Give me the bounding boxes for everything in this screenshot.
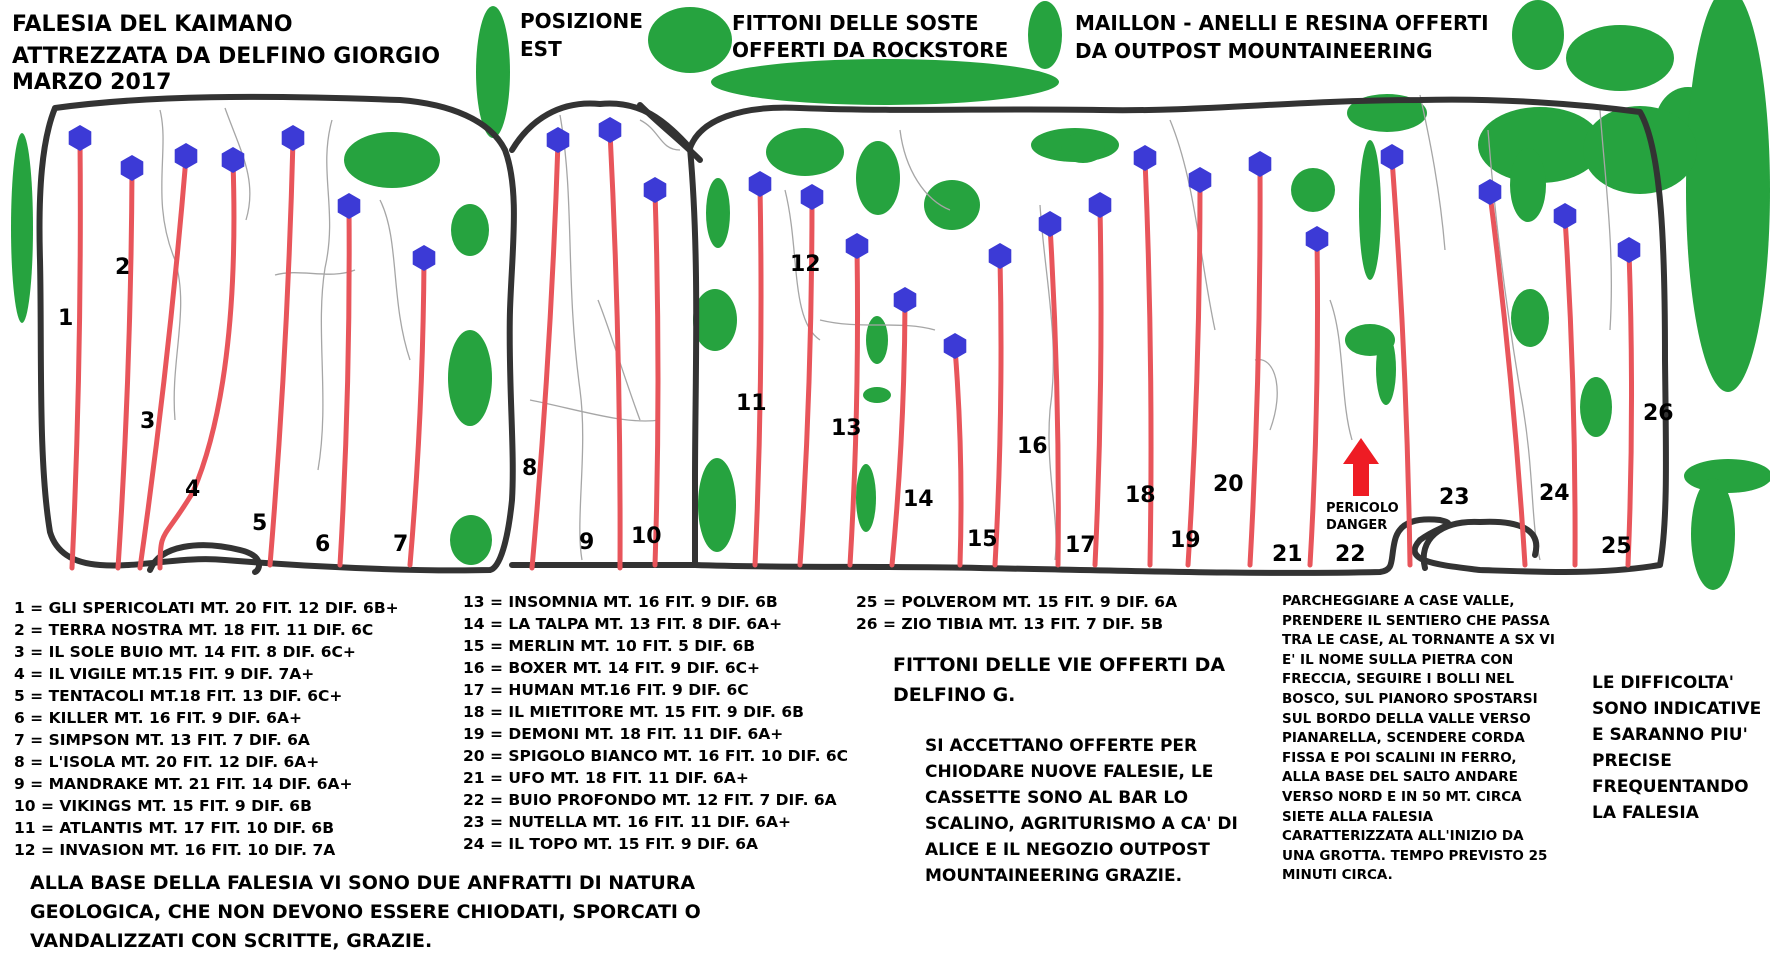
- route-entry-10: 22 = BUIO PROFONDO MT. 12 FIT. 7 DIF. 6A: [463, 791, 837, 809]
- route-26-line: [1628, 252, 1632, 565]
- route-label-21: 21: [1272, 542, 1303, 567]
- route-12-anchor-icon: [801, 184, 824, 210]
- donations-line-5: ALICE E IL NEGOZIO OUTPOST: [925, 840, 1210, 860]
- route-3-anchor-icon: [175, 143, 198, 169]
- route-14-line: [892, 302, 905, 565]
- route-entry-9: 9 = MANDRAKE MT. 21 FIT. 14 DIF. 6A+: [14, 775, 353, 793]
- position-line-1: POSIZIONE: [520, 9, 643, 33]
- route-9-line: [610, 132, 620, 568]
- danger-label-1: PERICOLO: [1326, 501, 1399, 516]
- route-15-anchor-icon: [944, 333, 967, 359]
- route-label-13: 13: [831, 416, 862, 441]
- route-14-anchor-icon: [894, 287, 917, 313]
- difficulty-line-6: LA FALESIA: [1592, 803, 1699, 823]
- route-label-6: 6: [315, 532, 331, 557]
- route-label-17: 17: [1065, 533, 1096, 558]
- route-24-line: [1490, 194, 1525, 565]
- route-entry-11: 23 = NUTELLA MT. 16 FIT. 11 DIF. 6A+: [463, 813, 791, 831]
- route-25-line: [1565, 218, 1575, 565]
- route-entry-1: 25 = POLVEROM MT. 15 FIT. 9 DIF. 6A: [856, 593, 1178, 611]
- bush: [866, 316, 888, 364]
- approach-line-12: SIETE ALLA FALESIA: [1282, 808, 1434, 825]
- route-11-line: [755, 186, 761, 565]
- route-11-anchor-icon: [749, 171, 772, 197]
- bush: [1359, 140, 1381, 280]
- bush: [450, 515, 492, 565]
- caves-warning-line-3: VANDALIZZATI CON SCRITTE, GRAZIE.: [30, 930, 433, 952]
- caves-warning-line-2: GEOLOGICA, CHE NON DEVONO ESSERE CHIODATI, SPORCATI O: [30, 901, 701, 923]
- donations-line-3: CASSETTE SONO AL BAR LO: [925, 788, 1189, 808]
- bush: [451, 204, 489, 256]
- bush: [1028, 1, 1062, 69]
- route-entry-3: 3 = IL SOLE BUIO MT. 14 FIT. 8 DIF. 6C+: [14, 643, 356, 661]
- route-label-12: 12: [790, 252, 821, 277]
- route-label-24: 24: [1539, 481, 1570, 506]
- route-3-line: [140, 158, 186, 568]
- bush: [1691, 478, 1735, 590]
- approach-line-13: CARATTERIZZATA ALL'INIZIO DA: [1282, 828, 1524, 845]
- fittoni-soste-line-2: OFFERTI DA ROCKSTORE: [732, 38, 1009, 62]
- approach-line-3: TRA LE CASE, AL TORNANTE A SX VI: [1282, 632, 1555, 649]
- route-6-anchor-icon: [338, 193, 361, 219]
- difficulty-note: [1592, 670, 1761, 826]
- approach-line-1: PARCHEGGIARE A CASE VALLE,: [1282, 593, 1515, 609]
- route-18-line: [1095, 207, 1101, 565]
- donations-line-4: SCALINO, AGRITURISMO A CA' DI: [925, 814, 1238, 834]
- route-entry-12: 12 = INVASION MT. 16 FIT. 10 DIF. 7A: [14, 841, 336, 859]
- route-entry-5: 17 = HUMAN MT.16 FIT. 9 DIF. 6C: [463, 681, 749, 699]
- route-entry-3: 15 = MERLIN MT. 10 FIT. 5 DIF. 6B: [463, 637, 756, 655]
- approach-line-15: MINUTI CIRCA.: [1282, 867, 1393, 884]
- route-label-14: 14: [903, 487, 934, 512]
- route-label-25: 25: [1601, 534, 1632, 559]
- route-entry-8: 20 = SPIGOLO BIANCO MT. 16 FIT. 10 DIF. 6C: [463, 747, 849, 765]
- bush: [476, 6, 510, 138]
- route-entry-7: 19 = DEMONI MT. 18 FIT. 11 DIF. 6A+: [463, 725, 784, 743]
- approach-line-14: UNA GROTTA. TEMPO PREVISTO 25: [1282, 847, 1548, 864]
- route-2-line: [118, 170, 132, 568]
- bush: [1291, 168, 1335, 212]
- difficulty-line-2: SONO INDICATIVE: [1592, 699, 1762, 719]
- route-entry-6: 6 = KILLER MT. 16 FIT. 9 DIF. 6A+: [14, 709, 302, 727]
- route-label-8: 8: [522, 456, 538, 481]
- route-5-line: [270, 140, 293, 565]
- approach-line-8: PIANARELLA, SCENDERE CORDA: [1282, 730, 1525, 747]
- bush: [1510, 148, 1546, 222]
- route-20-line: [1188, 182, 1200, 565]
- approach-note: [1282, 592, 1555, 886]
- route-8-anchor-icon: [547, 127, 570, 153]
- route-26-anchor-icon: [1618, 237, 1641, 263]
- route-label-23: 23: [1439, 485, 1470, 510]
- route-18-anchor-icon: [1089, 192, 1112, 218]
- route-entry-9: 21 = UFO MT. 18 FIT. 11 DIF. 6A+: [463, 769, 749, 787]
- route-20-anchor-icon: [1189, 167, 1212, 193]
- bush: [924, 180, 980, 230]
- position-line-2: EST: [520, 37, 562, 61]
- route-list-col-2: [463, 591, 848, 855]
- route-2-anchor-icon: [121, 155, 144, 181]
- route-9-anchor-icon: [599, 117, 622, 143]
- route-label-26: 26: [1643, 401, 1674, 426]
- cave-outline: [1424, 522, 1537, 568]
- bush: [1566, 25, 1674, 91]
- route-4-line: [160, 162, 234, 568]
- crag-title-line-2: ATTREZZATA DA DELFINO GIORGIO: [12, 44, 441, 69]
- route-7-anchor-icon: [413, 245, 436, 271]
- route-label-1: 1: [58, 306, 74, 331]
- route-list-col-3: [856, 591, 1177, 635]
- bush: [648, 7, 732, 73]
- route-label-20: 20: [1213, 472, 1244, 497]
- danger-arrow-head: [1343, 438, 1379, 496]
- bush: [1684, 459, 1770, 493]
- crag-title-line-1: FALESIA DEL KAIMANO: [12, 12, 293, 37]
- caves-warning-note: [30, 869, 701, 956]
- approach-line-4: E' IL NOME SULLA PIETRA CON: [1282, 651, 1514, 668]
- route-21-line: [1250, 166, 1260, 565]
- approach-line-6: BOSCO, SUL PIANORO SPOSTARSI: [1282, 690, 1538, 707]
- route-entry-6: 18 = IL MIETITORE MT. 15 FIT. 9 DIF. 6B: [463, 703, 804, 721]
- route-label-18: 18: [1125, 483, 1156, 508]
- danger-arrow-icon: [1343, 438, 1379, 496]
- route-label-5: 5: [252, 511, 268, 536]
- route-16-line: [995, 258, 1001, 565]
- crack: [380, 200, 410, 360]
- route-label-3: 3: [140, 409, 156, 434]
- route-entry-11: 11 = ATLANTIS MT. 17 FIT. 10 DIF. 6B: [14, 819, 335, 837]
- route-13-line: [850, 248, 858, 565]
- bush: [698, 458, 736, 552]
- bush: [1061, 133, 1105, 163]
- route-entry-7: 7 = SIMPSON MT. 13 FIT. 7 DIF. 6A: [14, 731, 310, 749]
- fittoni-vie-note: [893, 650, 1225, 710]
- route-entry-12: 24 = IL TOPO MT. 15 FIT. 9 DIF. 6A: [463, 835, 759, 853]
- route-1-anchor-icon: [69, 125, 92, 151]
- route-entry-4: 4 = IL VIGILE MT.15 FIT. 9 DIF. 7A+: [14, 665, 315, 683]
- donations-line-6: MOUNTAINEERING GRAZIE.: [925, 866, 1183, 886]
- crack: [318, 120, 332, 470]
- approach-line-11: VERSO NORD E IN 50 MT. CIRCA: [1282, 788, 1522, 805]
- route-16-anchor-icon: [989, 243, 1012, 269]
- route-label-10: 10: [631, 524, 662, 549]
- approach-line-5: FRECCIA, SEGUIRE I BOLLI NEL: [1282, 671, 1515, 688]
- route-7-line: [410, 260, 424, 565]
- bush: [448, 330, 492, 426]
- route-5-anchor-icon: [282, 125, 305, 151]
- caves-warning-line-1: ALLA BASE DELLA FALESIA VI SONO DUE ANFRATTI DI NATURA: [30, 872, 696, 894]
- donations-line-1: SI ACCETTANO OFFERTE PER: [925, 736, 1198, 756]
- route-10-line: [655, 192, 658, 565]
- route-label-2: 2: [115, 255, 131, 280]
- maillon-line-2: DA OUTPOST MOUNTAINEERING: [1075, 39, 1433, 63]
- difficulty-line-4: PRECISE: [1592, 751, 1672, 771]
- bush: [1580, 377, 1612, 437]
- maillon-line-1: MAILLON - ANELLI E RESINA OFFERTI: [1075, 11, 1489, 35]
- bush: [11, 133, 33, 323]
- difficulty-line-1: LE DIFFICOLTA': [1592, 673, 1734, 693]
- route-entry-2: 14 = LA TALPA MT. 13 FIT. 8 DIF. 6A+: [463, 615, 783, 633]
- route-entry-4: 16 = BOXER MT. 14 FIT. 9 DIF. 6C+: [463, 659, 760, 677]
- route-label-19: 19: [1170, 528, 1201, 553]
- bush: [706, 178, 730, 248]
- route-22-anchor-icon: [1306, 226, 1329, 252]
- bush: [863, 387, 891, 403]
- route-label-7: 7: [393, 532, 409, 557]
- route-entry-2: 2 = TERRA NOSTRA MT. 18 FIT. 11 DIF. 6C: [14, 621, 374, 639]
- route-1-line: [72, 140, 80, 568]
- donations-line-2: CHIODARE NUOVE FALESIE, LE: [925, 762, 1214, 782]
- route-label-15: 15: [967, 527, 998, 552]
- fittoni-soste-line-1: FITTONI DELLE SOSTE: [732, 11, 979, 35]
- crack: [1330, 300, 1352, 440]
- danger-label-2: DANGER: [1326, 518, 1388, 533]
- donations-note: [925, 733, 1238, 889]
- bush: [1376, 333, 1396, 405]
- route-label-11: 11: [736, 391, 767, 416]
- crag-title-line-3: MARZO 2017: [12, 70, 172, 95]
- route-list-col-1: [14, 597, 399, 861]
- bush: [1686, 0, 1770, 392]
- approach-line-9: FISSA E POI SCALINI IN FERRO,: [1282, 749, 1517, 766]
- route-23-anchor-icon: [1381, 144, 1404, 170]
- crack: [1170, 120, 1215, 330]
- crack: [560, 115, 583, 560]
- bush: [766, 128, 844, 176]
- route-8-line: [532, 142, 558, 568]
- route-entry-10: 10 = VIKINGS MT. 15 FIT. 9 DIF. 6B: [14, 797, 312, 815]
- bush: [856, 141, 900, 215]
- route-19-anchor-icon: [1134, 145, 1157, 171]
- route-label-4: 4: [185, 477, 201, 502]
- bush: [693, 289, 737, 351]
- route-10-anchor-icon: [644, 177, 667, 203]
- difficulty-line-3: E SARANNO PIU': [1592, 725, 1748, 745]
- fittoni-vie-line-2: DELFINO G.: [893, 684, 1016, 706]
- fittoni-vie-line-1: FITTONI DELLE VIE OFFERTI DA: [893, 654, 1226, 676]
- approach-line-7: SUL BORDO DELLA VALLE VERSO: [1282, 710, 1531, 727]
- route-25-anchor-icon: [1554, 203, 1577, 229]
- bush: [1511, 289, 1549, 347]
- bush: [711, 59, 1059, 105]
- route-13-anchor-icon: [846, 233, 869, 259]
- route-entry-8: 8 = L'ISOLA MT. 20 FIT. 12 DIF. 6A+: [14, 753, 320, 771]
- route-label-9: 9: [579, 530, 595, 555]
- route-label-22: 22: [1335, 542, 1366, 567]
- route-21-anchor-icon: [1249, 151, 1272, 177]
- bush: [856, 464, 876, 532]
- approach-line-10: ALLA BASE DEL SALTO ANDARE: [1282, 769, 1518, 786]
- bush: [344, 132, 440, 188]
- route-entry-2: 26 = ZIO TIBIA MT. 13 FIT. 7 DIF. 5B: [856, 615, 1164, 633]
- route-label-16: 16: [1017, 434, 1048, 459]
- route-entry-1: 13 = INSOMNIA MT. 16 FIT. 9 DIF. 6B: [463, 593, 778, 611]
- route-22-line: [1310, 241, 1318, 565]
- approach-line-2: PRENDERE IL SENTIERO CHE PASSA: [1282, 612, 1550, 629]
- difficulty-line-5: FREQUENTANDO: [1592, 777, 1749, 797]
- route-24-anchor-icon: [1479, 179, 1502, 205]
- route-entry-1: 1 = GLI SPERICOLATI MT. 20 FIT. 12 DIF. 6B+: [14, 599, 399, 617]
- inner-ridge: [640, 105, 700, 160]
- crack: [530, 400, 660, 421]
- route-6-line: [340, 208, 349, 565]
- bush: [1512, 0, 1564, 70]
- route-entry-5: 5 = TENTACOLI MT.18 FIT. 13 DIF. 6C+: [14, 687, 343, 705]
- route-15-line: [955, 348, 961, 565]
